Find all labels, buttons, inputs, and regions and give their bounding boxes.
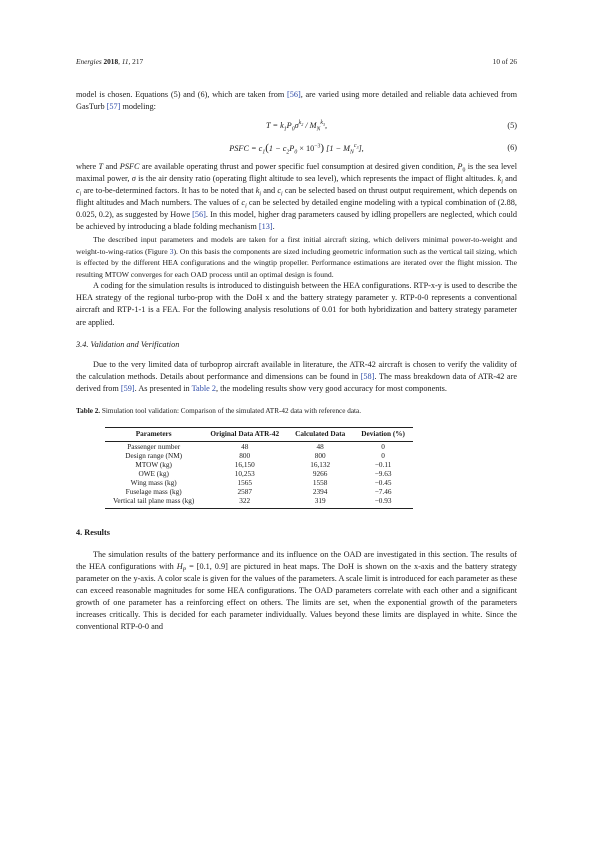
page-number: 10 of 26: [492, 57, 517, 66]
citation-link[interactable]: [58]: [360, 371, 375, 381]
equation-6-formula: PSFC = $c_1(1 - c_2P_0 \times 10^{-3}) [1 - M_N^{c_3}]$,: [229, 141, 364, 156]
table-caption: Table 2. Simulation tool validation: Comparison of the simulated ATR-42 data with reference data.: [76, 406, 361, 415]
table-row: MTOW (kg) 16,150 16,132 −0.11: [135, 461, 392, 470]
table-row: Vertical tail plane mass (kg) 322 319 −0.93: [105, 497, 413, 508]
section-heading-results: 4. Results: [76, 527, 110, 537]
journal-citation: Energies 2018, 11, 217: [76, 57, 144, 66]
equation-5: [76, 117, 517, 137]
table-row: Fuselage mass (kg) 2587 2394 −7.46: [125, 488, 392, 497]
paragraph-validation: Due to the very limited data of turboprop aircraft available in literature, the ATR-42 aircraft is chosen to verify the validity of the calculation methods. Details about performance and dimensions can be found in [58]. The mass breakdown data of ATR-42 are derived from [59]. As presented in Table 2, the modeling results show very good accuracy for most components.: [76, 359, 517, 393]
citation-link[interactable]: [59]: [120, 383, 135, 393]
paragraph-coding: A coding for the simulation results is introduced to distinguish between the HEA configurations. RTP-x-y is used to describe the HEA strategy of the regional turbo-prop with the DoH x and the battery strategy parameter y. RTP-0-0 represents a conventional aircraft and RTP-1-1 is a FEA. For the following analysis resolutions of 0.01 for both hybridization and battery strategy parameter are applied.: [76, 281, 517, 327]
equation-number: (5): [507, 121, 517, 131]
paragraph-sizing: The described input parameters and models are taken for a first initial aircraft sizing, which delivers minimal power-to-weight and weight-to-wing-ratios (Figure 3). On this basis the components are sized including geometric information such as the vertical tail sizing, which is effected by the different HEA configurations and the wingtip propeller. Performance estimations are iterated over the flight mission. The resulting MTOW converges for each OAD process until an optimal design is found.: [76, 235, 517, 279]
main-text: [76, 89, 517, 633]
citation-link[interactable]: [13]: [258, 222, 273, 232]
column-header: Calculated Data: [287, 427, 353, 441]
citation-link[interactable]: [56]: [286, 90, 301, 99]
column-header: Deviation (%): [353, 427, 413, 441]
table-row: Design range (NM) 800 800 0: [125, 452, 385, 461]
column-header: Original Data ATR-42: [202, 427, 287, 441]
figure-link[interactable]: 3: [169, 246, 174, 256]
paragraph-results: The simulation results of the battery performance and its influence on the OAD are investigated in this section. The results of the HEA configurations with $H_P = [0.1$, 0.9] are pictured in heat maps. The DoH is shown on the x-axis and the battery strategy parameter on the y-axis. A color scale is given for the values of the parameters. A scale limit is introduced for each parameter as these can exceed reasonable magnitudes for some HEA configurations. The OAD parameters correlate with each other and a significant growth of one parameter has a reinforcing effect on others. The limits are set, when the exponential growth of the parameters increases critically. This is decided for each parameter individually. Values beyond these limits are displayed in white. Since the conventional RTP-0-0 and: [76, 549, 517, 632]
section-heading-3-4: 3.4. Validation and Verification: [76, 339, 180, 349]
citation-link[interactable]: [56]: [192, 210, 206, 220]
table-link[interactable]: Table 2: [191, 383, 216, 393]
column-header: Parameters: [105, 427, 202, 441]
equation-6: [76, 139, 517, 159]
table-row: OWE (kg) 10,253 9266 −9.63: [138, 470, 392, 479]
equation-5-formula: $T = k_1P_0\sigma^{k_2} / M_N^{k_3}$,: [265, 120, 328, 133]
citation-link[interactable]: [57]: [106, 102, 121, 112]
validation-table: [105, 427, 413, 509]
table-row: Wing mass (kg) 1565 1558 −0.45: [130, 479, 392, 488]
paragraph-where: where T and PSFC are available operating thrust and power specific fuel consumption at desired given condition, $P_0$ is the sea level maximal power, σ is the air density ratio (operating flight altitude to sea level), which represents the impact of flight altitudes. $k_i$ and $c_i$ are to-be-determined factors. It has to be noted that $k_i$ and $c_i$ can be selected based on thrust output requirement, which depends on flight altitudes and Mach numbers. The values of $c_i$ can be selected by detailed engine modeling with a typical combination of (2.88, 0.025, 0.2), as suggested by Howe [56]. In this model, higher drag parameters caused by idling propellers are neglected, which could be achieved by introducing a blade folding mechanism [13].: [76, 162, 518, 232]
table-header-row: [105, 427, 413, 441]
paragraph-intro: model is chosen. Equations (5) and (6), which are taken from [56], are varied using more detailed and reliable data achieved from GasTurb [57] modeling:: [76, 90, 517, 112]
table-row: Passenger number 48 48 0: [127, 443, 385, 452]
equation-number: (6): [507, 142, 517, 152]
